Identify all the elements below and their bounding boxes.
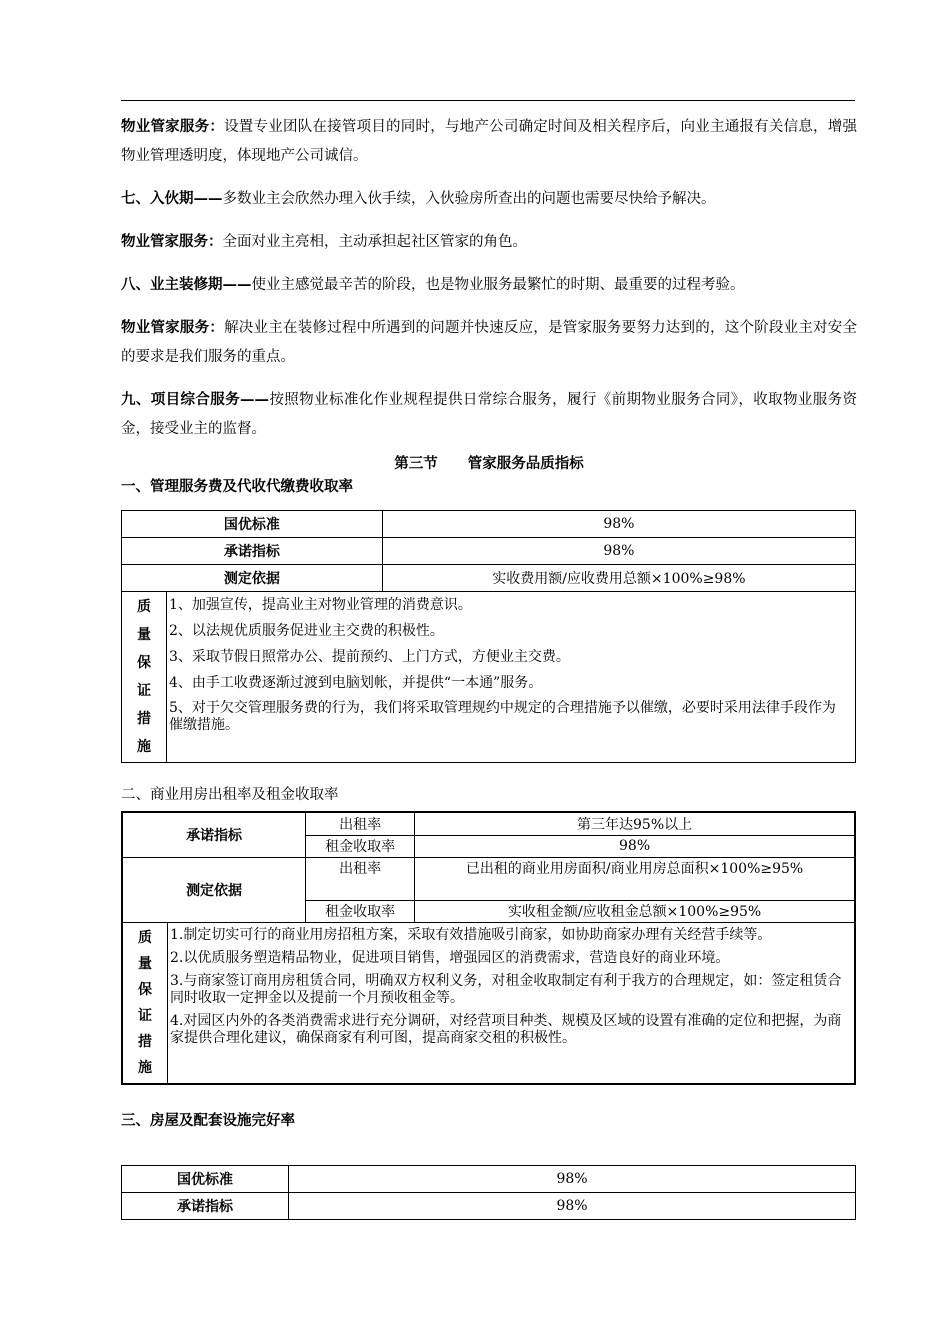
- paragraph: 八、业主装修期——使业主感觉最辛苦的阶段，也是物业服务最繁忙的时期、最重要的过程考验。: [121, 276, 745, 293]
- paragraph: 物业管家服务：解决业主在装修过程中所遇到的问题并快速反应，是管家服务要努力达到的，这个阶段业主对安全的要求是我们服务的重点。: [121, 319, 858, 365]
- list-item: 5、对于欠交管理服务费的行为，我们将采取管理规约中规定的合理措施予以催缴，必要时采用法律手段作为催缴措施。: [169, 700, 836, 733]
- sub-label: 租金收取率: [306, 835, 415, 857]
- table-row: [122, 1166, 856, 1193]
- table-row: [122, 592, 856, 763]
- part1-heading: 一、管理服务费及代收代缴费收取率: [121, 478, 353, 495]
- quality-label: 质 量 保 证 措 施: [122, 592, 167, 763]
- basis-label: 测定依据: [122, 858, 306, 923]
- section-title: 第三节 管家服务品质指标: [394, 455, 584, 472]
- table-row: [122, 565, 856, 592]
- sub-label: 出租率: [306, 858, 415, 901]
- paragraph: 物业管家服务：设置专业团队在接管项目的同时，与地产公司确定时间及相关程序后，向业主通报有关信息，增强物业管理透明度，体现地产公司诚信。: [121, 118, 858, 164]
- table-row: [122, 858, 855, 901]
- table-row: [122, 923, 855, 1085]
- row-value: 98%: [289, 1193, 856, 1220]
- row-label: 承诺指标: [122, 1193, 289, 1220]
- paragraph: 物业管家服务：全面对业主亮相，主动承担起社区管家的角色。: [121, 233, 527, 250]
- quality-label: 质 量 保 证 措 施: [122, 923, 168, 1085]
- measures-list: [167, 592, 856, 763]
- list-item: 4.对园区内外的各类消费需求进行充分调研，对经营项目种类、规模及区域的设置有准确的定位和把握，为商家提供合理化建议，确保商家有利可图，提高商家交租的积极性。: [170, 1013, 842, 1046]
- paragraph: 七、入伙期——多数业主会欣然办理入伙手续，入伙验房所查出的问题也需要尽快给予解决。: [121, 190, 716, 207]
- table-row: [122, 812, 855, 835]
- row-value: 98%: [289, 1166, 856, 1193]
- row-label: 国优标准: [122, 1166, 289, 1193]
- part3-heading: 三、房屋及配套设施完好率: [121, 1112, 295, 1129]
- facility-table: [121, 1165, 856, 1220]
- measures-list: [168, 923, 856, 1085]
- list-item: 1.制定切实可行的商业用房招租方案，采取有效措施吸引商家，如协助商家办理有关经营手续等。: [170, 927, 772, 943]
- table-row: [122, 1193, 856, 1220]
- list-item: 2、以法规优质服务促进业主交费的积极性。: [169, 623, 444, 639]
- list-item: 2.以优质服务塑造精品物业，促进项目销售，增强园区的消费需求，营造良好的商业环境。: [170, 950, 730, 966]
- row-value: 已出租的商业用房面积/商业用房总面积×100%≥95%: [415, 858, 855, 901]
- list-item: 4、由手工收费逐渐过渡到电脑划帐，并提供“一本通”服务。: [169, 675, 543, 691]
- row-label: 承诺指标: [122, 538, 383, 565]
- list-item: 1、加强宣传，提高业主对物业管理的消费意识。: [169, 597, 472, 613]
- row-value: 98%: [382, 511, 855, 538]
- commit-label: 承诺指标: [122, 812, 306, 858]
- row-value: 98%: [415, 835, 855, 857]
- sub-label: 租金收取率: [306, 900, 415, 922]
- sub-label: 出租率: [306, 812, 415, 835]
- rental-table: [121, 811, 856, 1085]
- row-value: 第三年达95%以上: [415, 812, 855, 835]
- table-row: [122, 511, 856, 538]
- row-value: 实收费用额/应收费用总额×100%≥98%: [382, 565, 855, 592]
- row-value: 实收租金额/应收租金总额×100%≥95%: [415, 900, 855, 922]
- list-item: 3.与商家签订商用房租赁合同，明确双方权利义务，对租金收取制定有利于我方的合理规定，如：签定租赁合同时收取一定押金以及提前一个月预收租金等。: [170, 973, 842, 1006]
- list-item: 3、采取节假日照常办公、提前预约、上门方式，方便业主交费。: [169, 649, 570, 665]
- row-label: 测定依据: [122, 565, 383, 592]
- part2-heading: 二、商业用房出租率及租金收取率: [121, 787, 339, 803]
- row-label: 国优标准: [122, 511, 383, 538]
- document-body: [121, 112, 857, 1220]
- fee-collection-table: [121, 510, 856, 763]
- table-row: [122, 538, 856, 565]
- row-value: 98%: [382, 538, 855, 565]
- header-rule: [121, 100, 855, 101]
- paragraph: 九、项目综合服务——按照物业标准化作业规程提供日常综合服务，履行《前期物业服务合同》，收取物业服务资金，接受业主的监督。: [121, 391, 858, 437]
